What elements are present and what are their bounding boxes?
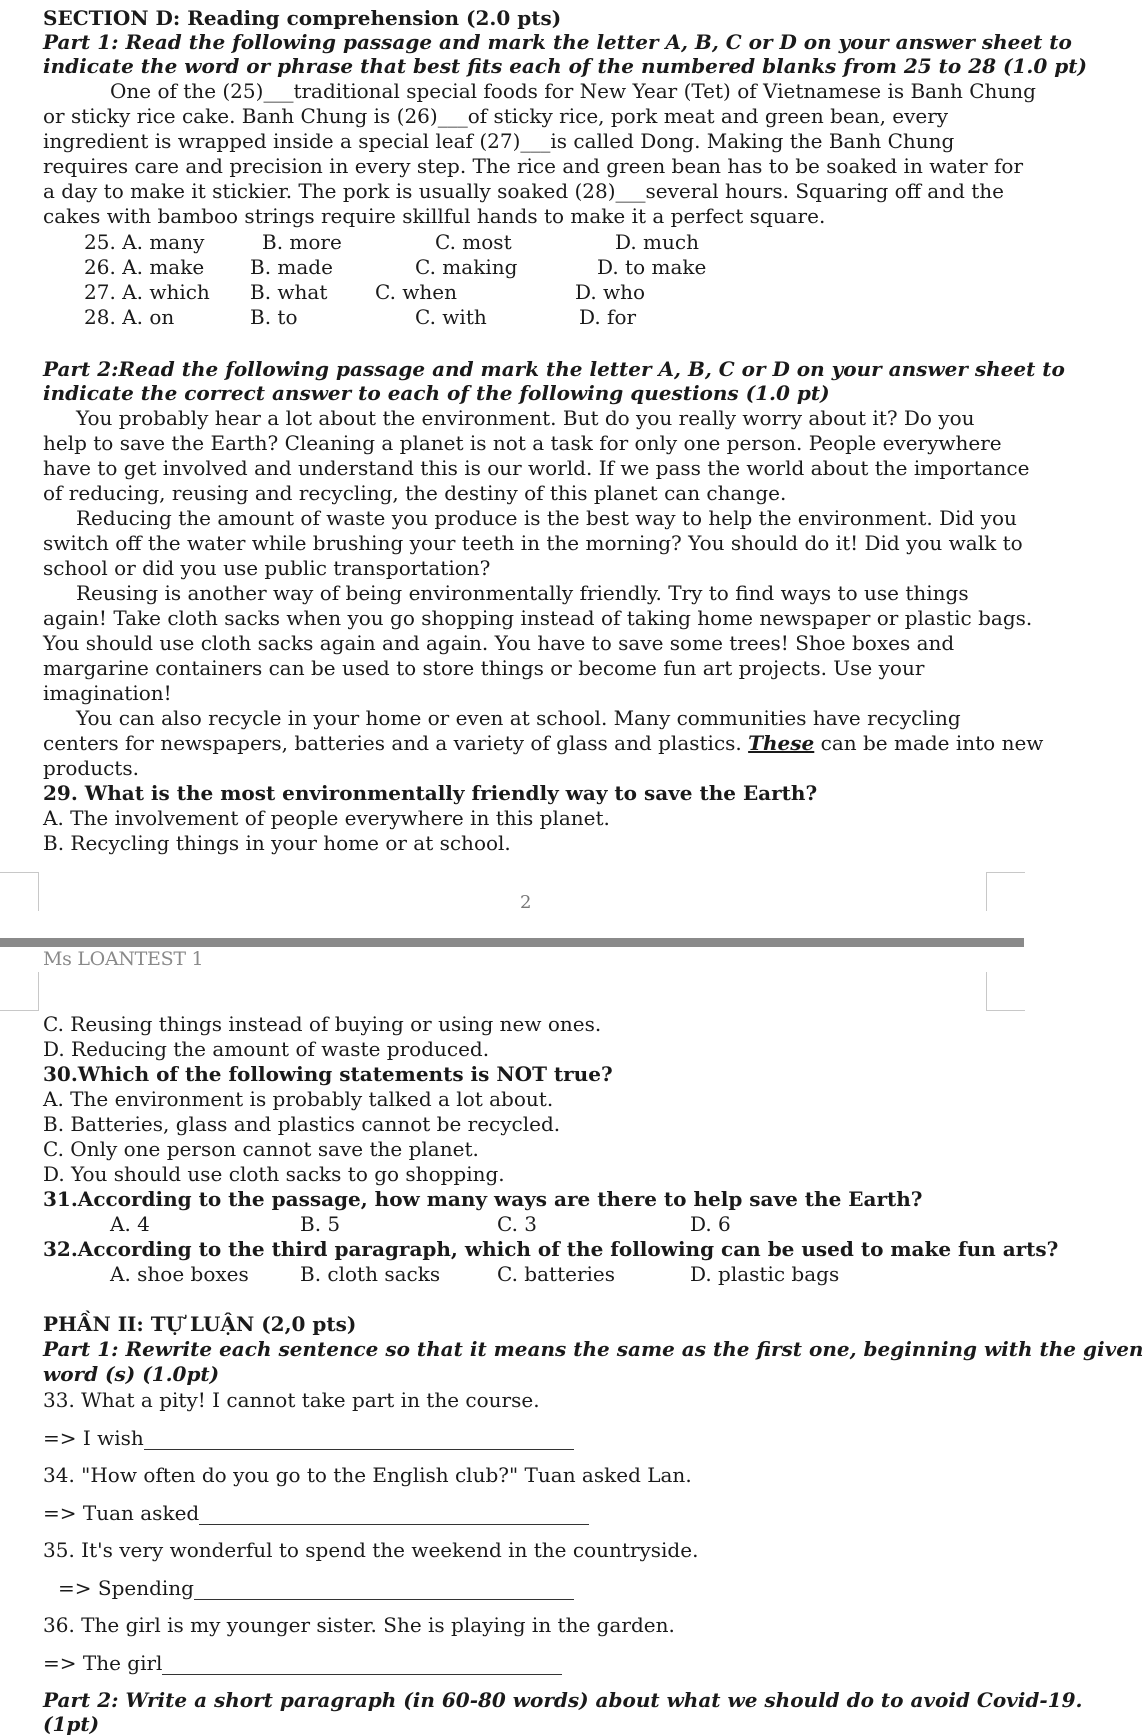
q36-prompt: 36. The girl is my younger sister. She is playing in the garden. [43, 1613, 675, 1637]
q31-option-d[interactable]: D. 6 [690, 1212, 731, 1236]
q35-answer-line[interactable] [194, 1579, 574, 1600]
q32-option-b[interactable]: B. cloth sacks [300, 1262, 441, 1286]
q26-option-c[interactable]: C. making [415, 255, 518, 279]
page-separator [0, 938, 1024, 947]
q31-option-a[interactable]: A. 4 [110, 1212, 150, 1236]
passage2-line: You can also recycle in your home or even at school. Many communities have recycling [76, 706, 961, 730]
q29-option-c[interactable]: C. Reusing things instead of buying or using new ones. [43, 1012, 602, 1036]
page-corner-mark [986, 872, 1025, 911]
page-number: 2 [520, 892, 532, 913]
q30-stem: 30.Which of the following statements is NOT true? [43, 1062, 613, 1086]
q25-option-c[interactable]: C. most [435, 230, 512, 254]
q27-option-c[interactable]: C. when [375, 280, 458, 304]
passage2-text: centers for newspapers, batteries and a variety of glass and plastics. [43, 731, 742, 755]
passage2-line-with-reference [43, 731, 1043, 755]
page-corner-mark [0, 872, 39, 911]
passage2-line: Reducing the amount of waste you produce is the best way to help the environment. Did you [76, 506, 1017, 530]
q30-option-d[interactable]: D. You should use cloth sacks to go shopping. [43, 1162, 505, 1186]
part-ii-title: PHẦN II: TỰ LUẬN (2,0 pts) [43, 1312, 357, 1336]
passage2-line: again! Take cloth sacks when you go shopping instead of taking home newspaper or plastic bags. [43, 606, 1033, 630]
passage2-text: can be made into new [814, 731, 1044, 755]
q34-answer-row [43, 1501, 589, 1525]
q33-answer-row [43, 1426, 574, 1450]
passage2-line: You should use cloth sacks again and again. You have to save some trees! Shoe boxes and [43, 631, 955, 655]
q36-answer-line[interactable] [162, 1654, 562, 1675]
q31-stem: 31.According to the passage, how many ways are there to help save the Earth? [43, 1187, 923, 1211]
q32-option-a[interactable]: A. shoe boxes [110, 1262, 249, 1286]
q36-start: => The girl [43, 1651, 163, 1675]
part1-instruction-line2: indicate the word or phrase that best fits each of the numbered blanks from 25 to 28 (1.0 pt) [43, 54, 1087, 78]
part-ii-part1-instruction-line1: Part 1: Rewrite each sentence so that it means the same as the first one, beginning with the given [43, 1337, 1143, 1361]
part2-instruction-line1: Part 2:Read the following passage and mark the letter A, B, C or D on your answer sheet to [43, 357, 1065, 381]
passage2-line: switch off the water while brushing your teeth in the morning? You should do it! Did you walk to [43, 531, 1023, 555]
q33-prompt: 33. What a pity! I cannot take part in the course. [43, 1388, 540, 1412]
q35-answer-row [58, 1576, 574, 1600]
q34-answer-line[interactable] [199, 1504, 589, 1525]
passage2-line: Reusing is another way of being environmentally friendly. Try to find ways to use things [76, 581, 969, 605]
page-corner-mark [986, 972, 1025, 1011]
q32-stem: 32.According to the third paragraph, which of the following can be used to make fun arts? [43, 1237, 1059, 1261]
q28-option-c[interactable]: C. with [415, 305, 487, 329]
part-ii-part2-instruction-line1: Part 2: Write a short paragraph (in 60-80 words) about what we should do to avoid Covid-19. [43, 1688, 1083, 1712]
q27-option-d[interactable]: D. who [575, 280, 646, 304]
q26-option-a[interactable]: 26. A. make [84, 255, 205, 279]
part-ii-part1-instruction-line2: word (s) (1.0pt) [43, 1362, 220, 1386]
q27-option-b[interactable]: B. what [250, 280, 328, 304]
passage2-line: help to save the Earth? Cleaning a planet is not a task for only one person. People everywhere [43, 431, 1002, 455]
q31-option-b[interactable]: B. 5 [300, 1212, 341, 1236]
q30-option-b[interactable]: B. Batteries, glass and plastics cannot be recycled. [43, 1112, 561, 1136]
passage1-line: ingredient is wrapped inside a special leaf (27)___is called Dong. Making the Banh Chung [43, 129, 955, 153]
q29-option-d[interactable]: D. Reducing the amount of waste produced. [43, 1037, 490, 1061]
q30-option-c[interactable]: C. Only one person cannot save the planet. [43, 1137, 479, 1161]
page-corner-mark [0, 972, 39, 1011]
q25-option-d[interactable]: D. much [615, 230, 699, 254]
q33-answer-line[interactable] [144, 1429, 574, 1450]
q29-option-a[interactable]: A. The involvement of people everywhere in this planet. [43, 806, 610, 830]
q34-prompt: 34. "How often do you go to the English club?" Tuan asked Lan. [43, 1463, 692, 1487]
passage1-line: One of the (25)___traditional special foods for New Year (Tet) of Vietnamese is Banh Chung [110, 79, 1036, 103]
passage2-line: have to get involved and understand this is our world. If we pass the world about the importance [43, 456, 1030, 480]
q36-answer-row [43, 1651, 562, 1675]
passage2-line: products. [43, 756, 139, 780]
q32-option-d[interactable]: D. plastic bags [690, 1262, 840, 1286]
passage2-line: margarine containers can be used to store things or become fun art projects. Use your [43, 656, 925, 680]
q29-option-b[interactable]: B. Recycling things in your home or at school. [43, 831, 511, 855]
passage2-line: You probably hear a lot about the environment. But do you really worry about it? Do you [76, 406, 975, 430]
q27-option-a[interactable]: 27. A. which [84, 280, 210, 304]
passage1-line: or sticky rice cake. Banh Chung is (26)___of sticky rice, pork meat and green bean, every [43, 104, 949, 128]
passage2-line: imagination! [43, 681, 172, 705]
reference-word-these: These [748, 731, 815, 755]
q28-option-b[interactable]: B. to [250, 305, 298, 329]
part2-instruction-line2: indicate the correct answer to each of the following questions (1.0 pt) [43, 381, 830, 405]
section-d-title: SECTION D: Reading comprehension (2.0 pts) [43, 6, 562, 30]
passage1-line: requires care and precision in every step. The rice and green bean has to be soaked in water for [43, 154, 1024, 178]
q34-start: => Tuan asked [43, 1501, 200, 1525]
q30-option-a[interactable]: A. The environment is probably talked a lot about. [43, 1087, 554, 1111]
passage2-line: of reducing, reusing and recycling, the destiny of this planet can change. [43, 481, 787, 505]
part1-instruction-line1: Part 1: Read the following passage and mark the letter A, B, C or D on your answer sheet to [43, 30, 1072, 54]
part-ii-part2-instruction-line2: (1pt) [43, 1712, 100, 1736]
q28-option-d[interactable]: D. for [579, 305, 637, 329]
q35-start: => Spending [58, 1576, 194, 1600]
passage1-line: a day to make it stickier. The pork is usually soaked (28)___several hours. Squaring off and the [43, 179, 1004, 203]
q29-stem: 29. What is the most environmentally friendly way to save the Earth? [43, 781, 818, 805]
q35-prompt: 35. It's very wonderful to spend the weekend in the countryside. [43, 1538, 699, 1562]
q32-option-c[interactable]: C. batteries [497, 1262, 615, 1286]
q25-option-b[interactable]: B. more [262, 230, 342, 254]
q25-option-a[interactable]: 25. A. many [84, 230, 205, 254]
passage1-line: cakes with bamboo strings require skillful hands to make it a perfect square. [43, 204, 826, 228]
q26-option-b[interactable]: B. made [250, 255, 333, 279]
q28-option-a[interactable]: 28. A. on [84, 305, 175, 329]
passage2-line: school or did you use public transportation? [43, 556, 491, 580]
page-header: Ms LOANTEST 1 [43, 948, 204, 970]
q33-start: => I wish [43, 1426, 144, 1450]
q31-option-c[interactable]: C. 3 [497, 1212, 538, 1236]
q26-option-d[interactable]: D. to make [597, 255, 707, 279]
